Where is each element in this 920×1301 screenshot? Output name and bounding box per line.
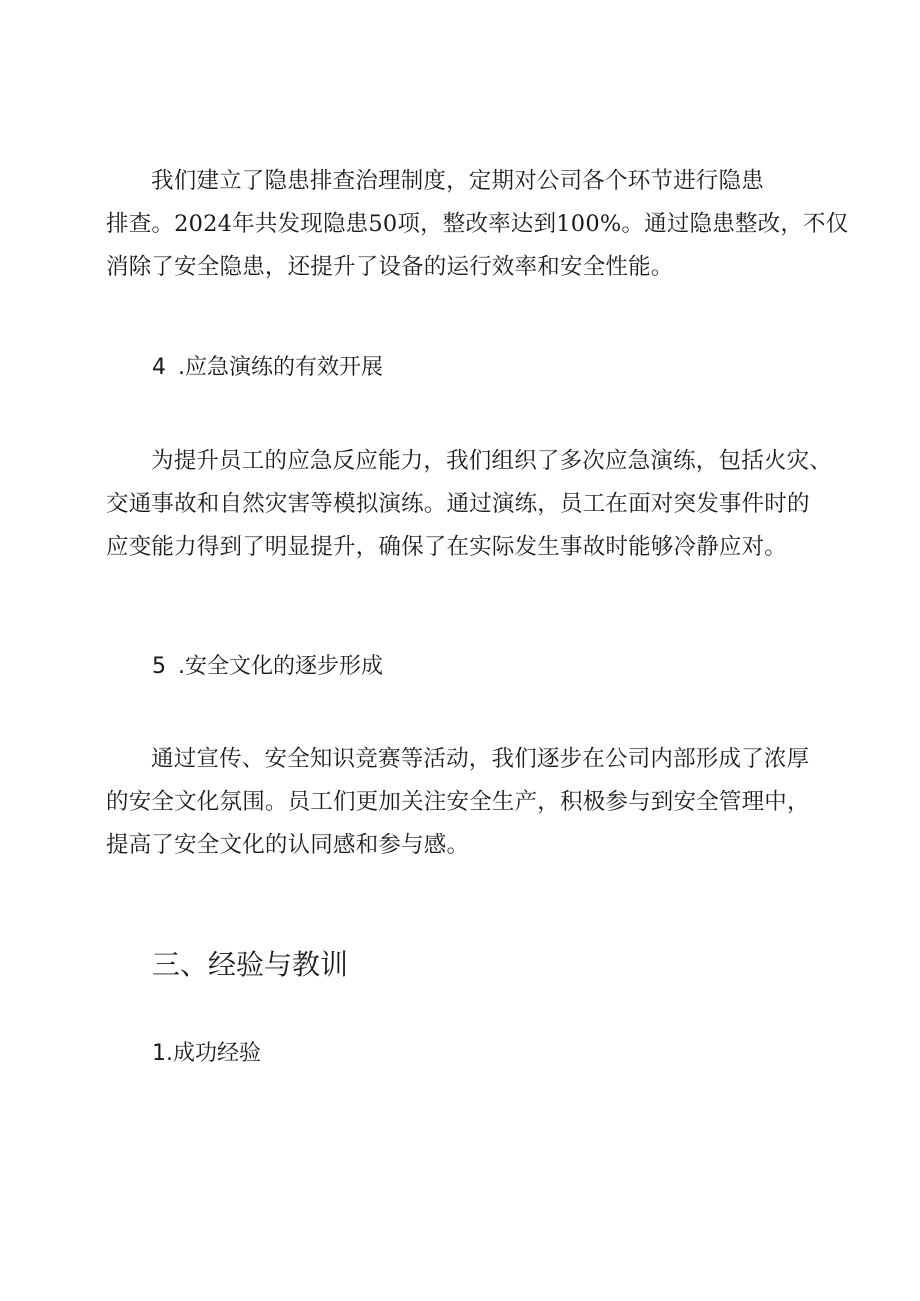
paragraph-emergency-drills	[106, 440, 833, 569]
section-heading-experience-lessons: 三、经验与教训	[152, 948, 349, 981]
paragraph-safety-culture	[106, 738, 826, 867]
subheading-title: .安全文化的逐步形成	[178, 654, 383, 679]
paragraph-hazard-inspection	[106, 160, 849, 289]
paragraph-line: 为提升员工的应急反应能力，我们组织了多次应急演练，包括火灾、	[151, 448, 833, 474]
subheading-success-experience: 1.成功经验	[152, 1041, 261, 1066]
subheading-emergency-drills	[152, 353, 383, 383]
paragraph-line: 排查。2024年共发现隐患50项，整改率达到100%。通过隐患整改，不仅	[106, 211, 849, 237]
paragraph-line: 消除了安全隐患，还提升了设备的运行效率和安全性能。	[106, 254, 674, 280]
subheading-title: .应急演练的有效开展	[178, 355, 383, 380]
paragraph-line: 的安全文化氛围。员工们更加关注安全生产，积极参与到安全管理中，	[106, 789, 810, 815]
subheading-number: 4	[152, 355, 166, 380]
paragraph-line: 应变能力得到了明显提升，确保了在实际发生事故时能够冷静应对。	[106, 534, 788, 560]
subheading-number: 5	[152, 654, 166, 679]
subheading-safety-culture	[152, 652, 383, 682]
paragraph-line: 交通事故和自然灾害等模拟演练。通过演练，员工在面对突发事件时的	[106, 491, 810, 517]
paragraph-line: 通过宣传、安全知识竞赛等活动，我们逐步在公司内部形成了浓厚	[151, 746, 810, 772]
paragraph-line: 提高了安全文化的认同感和参与感。	[106, 832, 470, 858]
paragraph-line: 我们建立了隐患排查治理制度，定期对公司各个环节进行隐患	[151, 168, 764, 194]
